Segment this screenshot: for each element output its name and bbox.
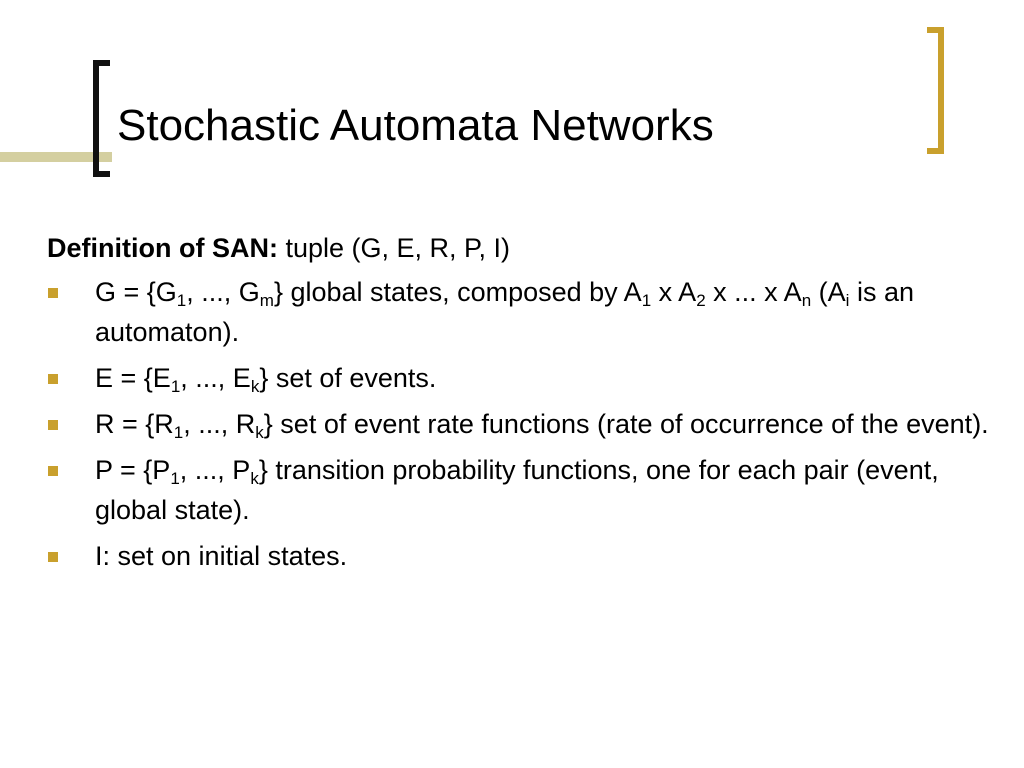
bullet-list <box>47 272 997 576</box>
left-bracket-decoration <box>93 60 110 177</box>
bullet-item-i: I: set on initial states. <box>47 536 997 576</box>
bullet-item-r: $R = \{R_1$, ..., $R_k$} set of event rate functions (rate of occurrence of the event). <box>47 404 997 444</box>
bullet-item-g: $G = \{G_1$, ..., $G_m$} global states, composed by $A_1$ x $A_2$ x ... x $A_n$ ($A_i$ is an automaton). <box>47 272 997 352</box>
square-bullet-icon <box>48 466 58 476</box>
square-bullet-icon <box>48 374 58 384</box>
slide-title: Stochastic Automata Networks <box>117 101 714 150</box>
right-bracket-decoration <box>927 27 944 154</box>
square-bullet-icon <box>48 552 58 562</box>
definition-text: tuple (G, E, R, P, I) <box>277 233 511 263</box>
square-bullet-icon <box>48 288 58 298</box>
square-bullet-icon <box>48 420 58 430</box>
definition-line <box>47 228 997 268</box>
bullet-item-e: $E = \{E_1$, ..., $E_k$} set of events. <box>47 358 997 398</box>
definition-label: Definition of SAN: <box>47 233 278 263</box>
slide-body <box>47 228 997 582</box>
bullet-item-p: $P = \{P_1$, ..., $P_k$} transition probability functions, one for each pair (event, global state). <box>47 450 997 530</box>
